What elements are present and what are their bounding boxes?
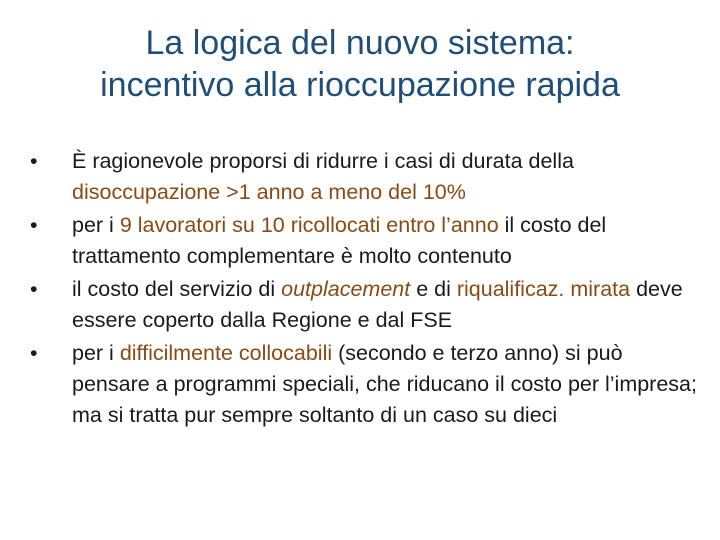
bullet-marker: • (30, 277, 38, 301)
bullet-text: il costo del trattamento complementare è molto contenuto (72, 213, 607, 268)
bullet-item-3 (30, 274, 700, 336)
title-line-2: incentivo alla rioccupazione rapida (100, 66, 620, 104)
bullet-marker: • (30, 149, 38, 173)
slide-title (20, 22, 700, 106)
bullet-item-4 (30, 338, 700, 431)
bullet-marker: • (30, 341, 38, 365)
bullet-text: per i (72, 341, 120, 365)
bullet-highlight: 9 lavoratori su 10 ricollocati entro l’anno (119, 213, 499, 237)
bullet-item-1 (30, 146, 700, 208)
bullet-highlight: riqualificaz. mirata (456, 277, 631, 301)
bullet-text: deve essere coperto dalla Regione e dal FSE (72, 277, 683, 332)
bullet-text: È ragionevole proporsi di ridurre i casi di durata della (72, 149, 574, 173)
bullet-marker: • (30, 213, 38, 237)
bullet-highlight: disoccupazione >1 anno a meno del 10% (72, 180, 466, 204)
bullet-highlight-italic: outplacement (281, 277, 411, 301)
title-line-1: La logica del nuovo sistema: (145, 24, 575, 62)
bullet-text: e di (410, 277, 457, 301)
bullet-list (30, 146, 700, 433)
bullet-item-2 (30, 210, 700, 272)
bullet-highlight: difficilmente collocabili (119, 341, 333, 365)
bullet-text: per i (72, 213, 120, 237)
bullet-text: (secondo e terzo anno) si può pensare a programmi speciali, che riducano il costo per l’impresa; ma si tratta pur sempre soltanto di un caso su dieci (72, 341, 697, 427)
bullet-text: il costo del servizio di (72, 277, 282, 301)
